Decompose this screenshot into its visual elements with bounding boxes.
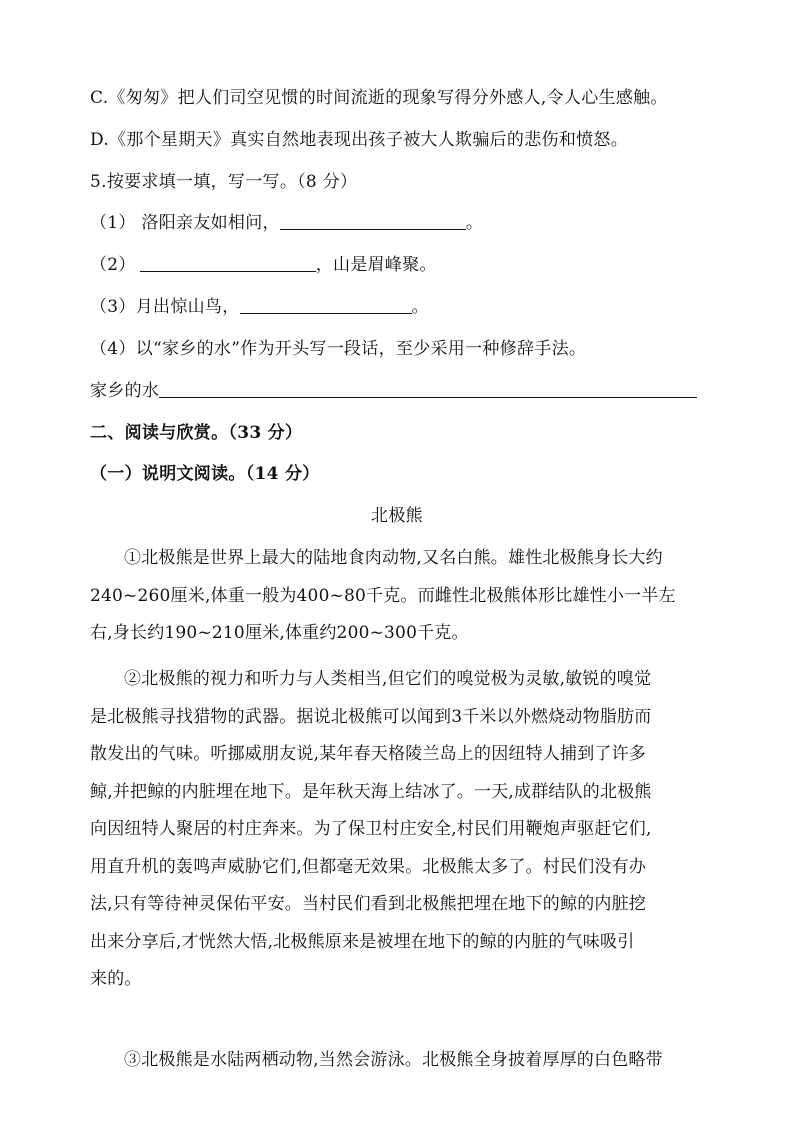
question-5-item-2	[90, 255, 720, 275]
article-title: 北极熊	[371, 506, 423, 526]
item-1-suffix: 。	[465, 213, 484, 233]
paragraph-line: 右,身长约190~210厘米,体重约200~300千克。	[90, 623, 469, 643]
paragraph-line: 鲸,并把鲸的内脏埋在地下。是年秋天海上结冰了。一天,成群结队的北极熊	[90, 781, 652, 802]
item-3-suffix: 。	[411, 297, 429, 317]
paragraph-line: 出来分享后,才恍然大悟,北极熊原来是被埋在地下的鲸的内脏的气味吸引	[90, 931, 635, 952]
question-5-title: 5.按要求填一填，写一写。（8 分）	[90, 172, 358, 192]
article-paragraph-2	[90, 661, 710, 999]
item-3-prefix: （3）月出惊山鸟，	[90, 297, 240, 317]
answer-blank-1[interactable]	[280, 213, 466, 230]
item-1-prefix: （1） 洛阳亲友如相问，	[90, 213, 280, 233]
answer-blank-3[interactable]	[240, 297, 412, 314]
paragraph-line: 法,只有等待神灵保佑平安。当村民们看到北极熊把埋在地下的鲸的内脏挖	[90, 894, 647, 914]
article-paragraph-3	[90, 1042, 710, 1080]
item-2-prefix: （2）	[90, 255, 136, 275]
question-5-item-1	[90, 213, 720, 233]
article-paragraph-1	[90, 540, 710, 653]
answer-blank-2[interactable]	[140, 255, 316, 272]
paragraph-line: 是北极熊寻找猎物的武器。据说北极熊可以闻到3千米以外燃烧动物脂肪而	[90, 706, 652, 727]
paragraph-line: ①北极熊是世界上最大的陆地食肉动物,又名白熊。雄性北极熊身长大约	[124, 548, 663, 568]
answer-prefix: 家乡的水	[90, 381, 160, 401]
question-5-item-4: （4）以“家乡的水”作为开头写一段话，至少采用一种修辞手法。	[90, 339, 587, 359]
paragraph-line: 散发出的气味。听挪威朋友说,某年春天格陵兰岛上的因纽特人捕到了许多	[90, 744, 647, 764]
section-2-title: 二、阅读与欣赏。（33 分）	[90, 423, 303, 443]
answer-blank-4[interactable]	[159, 381, 697, 398]
option-c: C.《匆匆》把人们司空见惯的时间流逝的现象写得分外感人,令人心生感触。	[90, 88, 668, 108]
paragraph-line: 向因纽特人聚居的村庄奔来。为了保卫村庄安全,村民们用鞭炮声驱赶它们,	[90, 819, 652, 839]
paragraph-line: 来的。	[90, 969, 142, 989]
paragraph-line: 用直升机的轰鸣声威胁它们,但都毫无效果。北极熊太多了。村民们没有办	[90, 856, 647, 877]
section-2-subsection-1: （一）说明文阅读。（14 分）	[90, 464, 320, 484]
option-d: D.《那个星期天》真实自然地表现出孩子被大人欺骗后的悲伤和愤怒。	[90, 130, 629, 150]
item-2-suffix: ，山是眉峰聚。	[315, 255, 437, 275]
question-5-answer-line	[90, 381, 720, 401]
question-5-item-3	[90, 297, 720, 317]
paragraph-line: 240~260厘米,体重一般为400~80千克。而雌性北极熊体形比雄性小一半左	[90, 585, 676, 606]
paragraph-line: ③北极熊是水陆两栖动物,当然会游泳。北极熊全身披着厚厚的白色略带	[124, 1050, 663, 1070]
paragraph-line: ②北极熊的视力和听力与人类相当,但它们的嗅觉极为灵敏,敏锐的嗅觉	[124, 669, 652, 689]
